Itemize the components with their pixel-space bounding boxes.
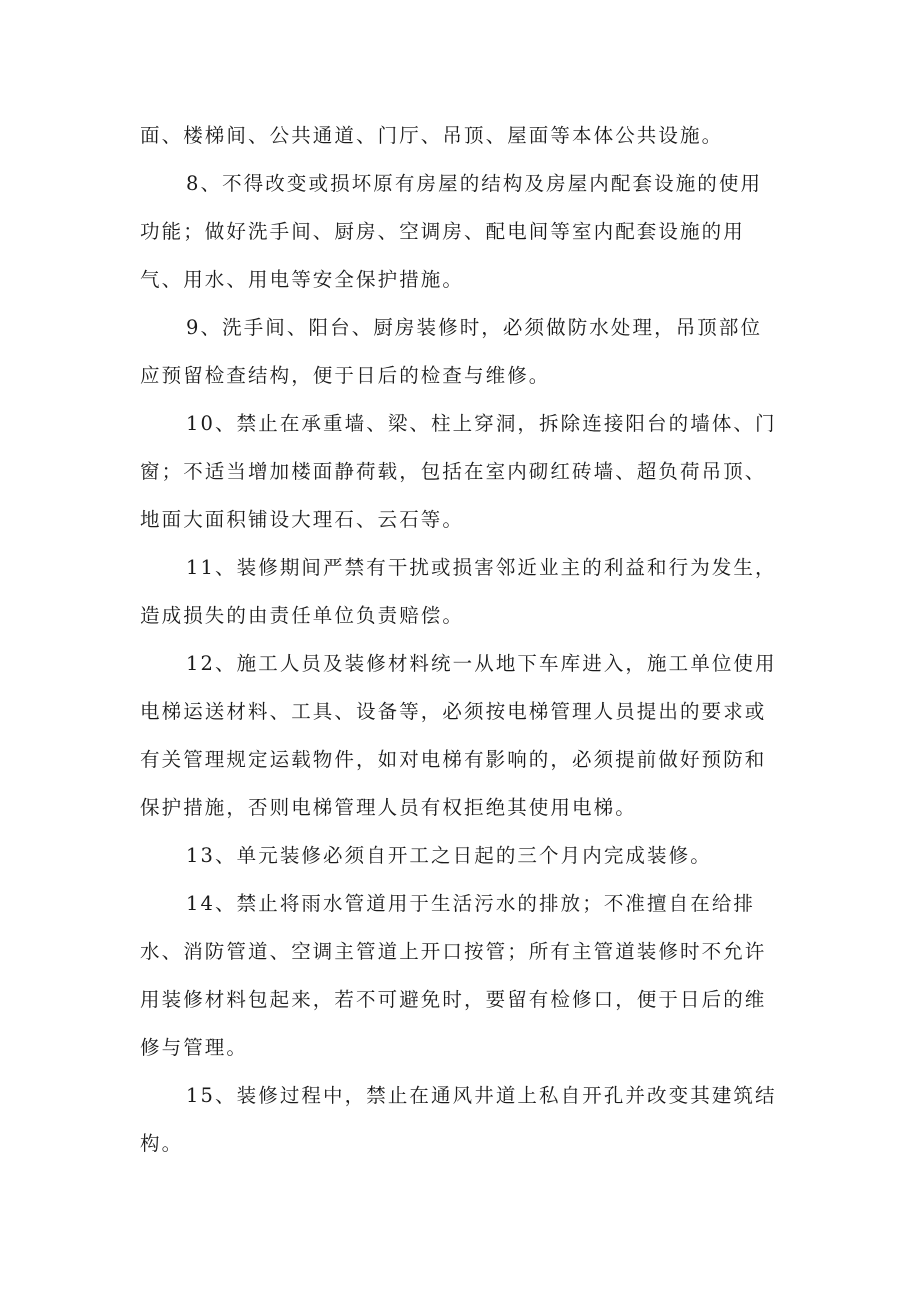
paragraph-12-line-3: 有关管理规定运载物件，如对电梯有影响的，必须提前做好预防和 xyxy=(140,748,767,771)
paragraph-14-line-2: 水、消防管道、空调主管道上开口按管；所有主管道装修时不允许 xyxy=(140,940,767,963)
paragraph-12-line-1: 12、施工人员及装修材料统一从地下车库进入，施工单位使用 xyxy=(186,652,777,675)
text-line-1: 面、楼梯间、公共通道、门厅、吊顶、屋面等本体公共设施。 xyxy=(140,124,724,147)
paragraph-9-line-1: 9、洗手间、阳台、厨房装修时，必须做防水处理，吊顶部位 xyxy=(186,316,763,339)
paragraph-10-line-2: 窗；不适当增加楼面静荷载，包括在室内砌红砖墙、超负荷吊顶、 xyxy=(140,460,767,483)
paragraph-10-line-1: 10、禁止在承重墙、梁、柱上穿洞，拆除连接阳台的墙体、门 xyxy=(186,412,777,435)
paragraph-8-line-2: 功能；做好洗手间、厨房、空调房、配电间等室内配套设施的用 xyxy=(140,220,745,243)
paragraph-12-line-2: 电梯运送材料、工具、设备等，必须按电梯管理人员提出的要求或 xyxy=(140,700,767,723)
paragraph-8-line-1: 8、不得改变或损坏原有房屋的结构及房屋内配套设施的使用 xyxy=(186,172,763,195)
paragraph-10-line-3: 地面大面积铺设大理石、云石等。 xyxy=(140,508,465,531)
paragraph-14-line-3: 用装修材料包起来，若不可避免时，要留有检修口，便于日后的维 xyxy=(140,988,767,1011)
paragraph-15-line-2: 构。 xyxy=(140,1132,184,1155)
paragraph-14-line-1: 14、禁止将雨水管道用于生活污水的排放；不准擅自在给排 xyxy=(186,892,756,915)
paragraph-11-line-1: 11、装修期间严禁有干扰或损害邻近业主的利益和行为发生， xyxy=(186,556,777,579)
paragraph-14-line-4: 修与管理。 xyxy=(140,1036,249,1059)
paragraph-9-line-2: 应预留检查结构，便于日后的检查与维修。 xyxy=(140,364,551,387)
paragraph-12-line-4: 保护措施，否则电梯管理人员有权拒绝其使用电梯。 xyxy=(140,796,637,819)
paragraph-13-line-1: 13、单元装修必须自开工之日起的三个月内完成装修。 xyxy=(186,844,712,867)
paragraph-8-line-3: 气、用水、用电等安全保护措施。 xyxy=(140,268,465,291)
paragraph-11-line-2: 造成损失的由责任单位负责赔偿。 xyxy=(140,604,465,627)
paragraph-15-line-1: 15、装修过程中，禁止在通风井道上私自开孔并改变其建筑结 xyxy=(186,1084,777,1107)
document-body xyxy=(140,112,800,1168)
